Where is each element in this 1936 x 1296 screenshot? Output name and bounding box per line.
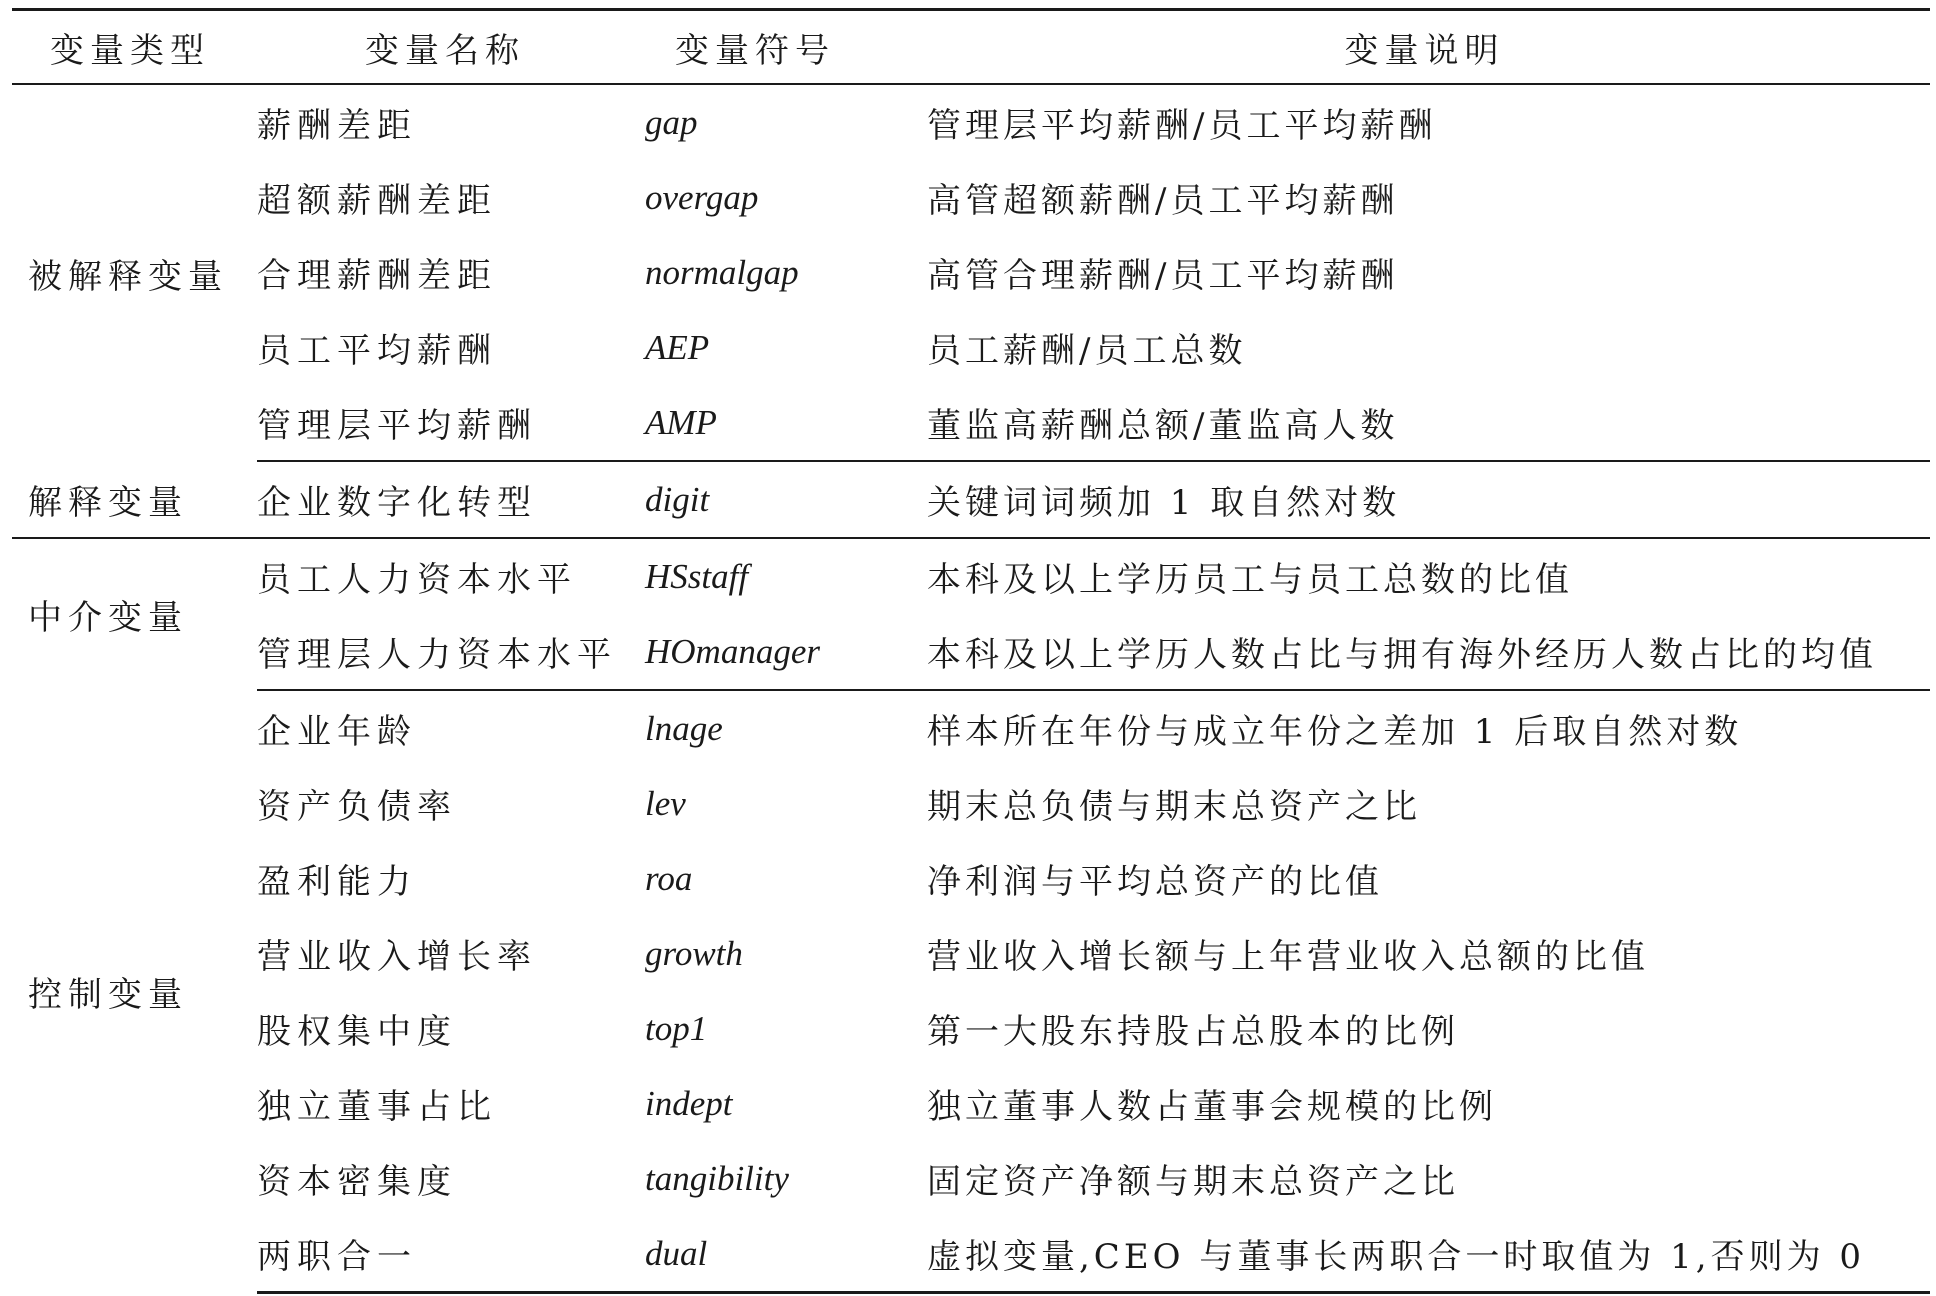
variable-description: 关键词词频加 1 取自然对数 bbox=[919, 461, 1930, 538]
variable-symbol: tangibility bbox=[645, 1158, 789, 1198]
variable-description: 样本所在年份与成立年份之差加 1 后取自然对数 bbox=[927, 712, 1743, 752]
variable-description: 董监高薪酬总额/董监高人数 bbox=[919, 385, 1930, 461]
group-type-label: 解释变量 bbox=[12, 461, 257, 538]
table-row bbox=[12, 1216, 1930, 1293]
variable-symbol: normalgap bbox=[645, 252, 799, 292]
variable-symbol: AMP bbox=[635, 385, 919, 461]
variable-name: 盈利能力 bbox=[257, 862, 417, 902]
variable-description: 员工薪酬/员工总数 bbox=[927, 331, 1247, 371]
variable-symbol: lnage bbox=[645, 708, 723, 748]
table-row bbox=[12, 841, 1930, 916]
variable-definition-table-container bbox=[12, 8, 1930, 1294]
header-variable-type: 变量类型 bbox=[12, 10, 257, 85]
variable-name: 管理层平均薪酬 bbox=[257, 385, 635, 461]
table-row bbox=[12, 766, 1930, 841]
group-type-label: 中介变量 bbox=[28, 598, 188, 638]
variable-name: 超额薪酬差距 bbox=[257, 181, 497, 221]
variable-name: 员工人力资本水平 bbox=[257, 560, 577, 600]
variable-definition-table bbox=[12, 8, 1930, 1294]
variable-description: 本科及以上学历人数占比与拥有海外经历人数占比的均值 bbox=[919, 614, 1930, 690]
variable-symbol: AEP bbox=[645, 327, 710, 367]
variable-name: 企业数字化转型 bbox=[257, 461, 635, 538]
variable-description: 第一大股东持股占总股本的比例 bbox=[927, 1012, 1459, 1052]
table-row bbox=[12, 160, 1930, 235]
header-variable-symbol: 变量符号 bbox=[635, 10, 919, 85]
variable-description: 高管超额薪酬/员工平均薪酬 bbox=[927, 181, 1399, 221]
table-row bbox=[12, 84, 1930, 160]
table-row bbox=[12, 1141, 1930, 1216]
table-row bbox=[12, 690, 1930, 766]
variable-name: 资产负债率 bbox=[257, 787, 457, 827]
variable-name: 薪酬差距 bbox=[257, 106, 417, 146]
table-row bbox=[12, 991, 1930, 1066]
variable-name: 资本密集度 bbox=[257, 1162, 457, 1202]
variable-name: 企业年龄 bbox=[257, 712, 417, 752]
table-row bbox=[12, 538, 1930, 614]
variable-name: 股权集中度 bbox=[257, 1012, 457, 1052]
table-row bbox=[12, 310, 1930, 385]
group-type-label: 被解释变量 bbox=[28, 256, 228, 297]
variable-name: 独立董事占比 bbox=[257, 1087, 497, 1127]
variable-name: 合理薪酬差距 bbox=[257, 256, 497, 296]
header-variable-name: 变量名称 bbox=[257, 10, 635, 85]
group-type-label: 控制变量 bbox=[28, 974, 188, 1015]
variable-description: 固定资产净额与期末总资产之比 bbox=[927, 1162, 1459, 1202]
table-row bbox=[12, 1066, 1930, 1141]
variable-symbol: overgap bbox=[645, 177, 759, 217]
variable-name: 营业收入增长率 bbox=[257, 937, 537, 977]
table-body bbox=[12, 84, 1930, 1293]
variable-description: 虚拟变量,CEO 与董事长两职合一时取值为 1,否则为 0 bbox=[919, 1216, 1930, 1293]
variable-name: 员工平均薪酬 bbox=[257, 331, 497, 371]
table-row bbox=[12, 461, 1930, 538]
table-row bbox=[12, 916, 1930, 991]
variable-symbol: indept bbox=[645, 1083, 733, 1123]
variable-description: 净利润与平均总资产的比值 bbox=[927, 862, 1383, 902]
header-variable-description: 变量说明 bbox=[919, 10, 1930, 85]
variable-symbol: lev bbox=[645, 783, 686, 823]
variable-description: 管理层平均薪酬/员工平均薪酬 bbox=[927, 106, 1437, 146]
variable-symbol: HOmanager bbox=[635, 614, 919, 690]
variable-symbol: top1 bbox=[645, 1008, 708, 1048]
variable-symbol: dual bbox=[635, 1216, 919, 1293]
variable-description: 本科及以上学历员工与员工总数的比值 bbox=[927, 560, 1573, 600]
variable-symbol: gap bbox=[645, 102, 698, 142]
table-row bbox=[12, 614, 1930, 690]
variable-description: 营业收入增长额与上年营业收入总额的比值 bbox=[927, 937, 1649, 977]
variable-description: 高管合理薪酬/员工平均薪酬 bbox=[927, 256, 1399, 296]
variable-symbol: growth bbox=[645, 933, 743, 973]
table-row bbox=[12, 235, 1930, 310]
header-row bbox=[12, 10, 1930, 85]
variable-name: 两职合一 bbox=[257, 1216, 635, 1293]
table-header bbox=[12, 10, 1930, 85]
variable-symbol: HSstaff bbox=[645, 556, 749, 596]
variable-description: 期末总负债与期末总资产之比 bbox=[927, 787, 1421, 827]
variable-symbol: roa bbox=[645, 858, 693, 898]
table-row bbox=[12, 385, 1930, 461]
variable-description: 独立董事人数占董事会规模的比例 bbox=[927, 1087, 1497, 1127]
variable-name: 管理层人力资本水平 bbox=[257, 614, 635, 690]
variable-symbol: digit bbox=[635, 461, 919, 538]
